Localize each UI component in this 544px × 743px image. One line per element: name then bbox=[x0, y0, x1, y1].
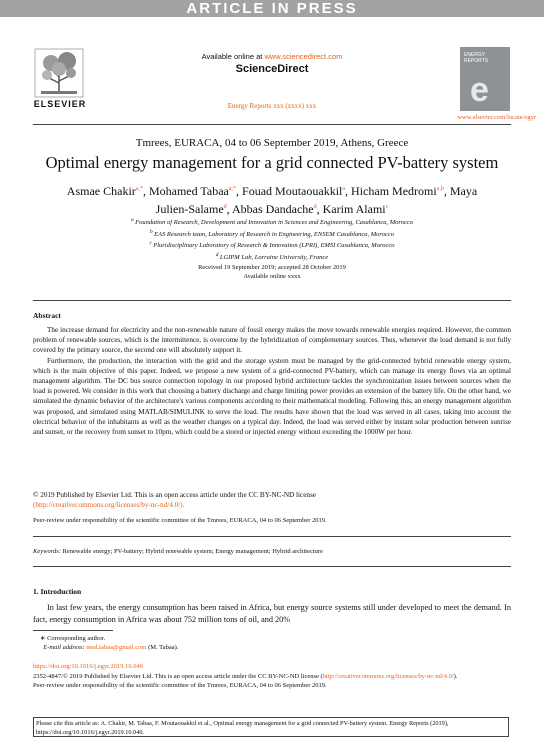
sciencedirect-url-link[interactable]: www.sciencedirect.com bbox=[264, 52, 343, 61]
author-separator: , bbox=[345, 184, 352, 198]
author-name: Fouad Moutaouakkil bbox=[242, 184, 343, 198]
affiliation-list bbox=[0, 216, 544, 263]
article-dates bbox=[0, 263, 544, 281]
author-affiliation-marker[interactable]: d bbox=[313, 204, 317, 210]
available-prefix: Available online at bbox=[201, 52, 263, 61]
issn-text-end: ). bbox=[453, 672, 458, 680]
bottom-peer-review: Peer-review under responsibility of the scientific committee of the Tmrees, EURACA, 04 to 06 September 2019. bbox=[33, 682, 327, 689]
keywords-bottom-divider bbox=[33, 566, 511, 567]
affiliation-marker: c bbox=[149, 240, 154, 247]
article-in-press-banner: ARTICLE IN PRESS bbox=[0, 0, 544, 17]
author-affiliation-marker[interactable]: a,* bbox=[135, 186, 143, 192]
journal-reference[interactable]: Energy Reports xxx (xxxx) xxx bbox=[227, 102, 317, 110]
affiliation-marker: b bbox=[150, 228, 155, 235]
affiliation-marker: a bbox=[131, 217, 136, 223]
affiliation-item bbox=[0, 239, 544, 251]
journal-homepage-link[interactable]: www.elsevier.com/locate/egyr bbox=[457, 114, 536, 121]
author-name: Asmae Chakir bbox=[66, 184, 136, 198]
sciencedirect-wordmark: ScienceDirect bbox=[235, 63, 309, 75]
author-name: Maya Julien-Salame bbox=[155, 184, 478, 216]
abstract-paragraph: Furthermore, the production, the interaction with the grid and the storage system must be managed by the grid-connected hybrid renewable energy system, which is the main objective of this paper. Indeed, we propose a new system of a grid-connected PV-battery, which can manage its energy flows via an optimal management algorithm. The DC bus source connection topology in our proposed hybrid architecture tackles the synchronization issues between sources when the load is powered. We consider in this work that choosing a battery discharge and charge limiting power provides an extension of the battery life. On the other hand, we simulated the dynamic behavior of the architecture's various components according to their mathematical modeling. Following this, an energy management algorithm was proposed, and simulated using MATLAB/SIMULINK to serve the load. The results have shown that the load was served in all cases, taking into account the electrical behavior of the inhabitants as well as the weather changes on a typical day. Indeed, the load was served either by instant solar production between sunrise and sunset, or the recovery from sunset to 10pm, which could be a stored or injected energy without exceeding the 1000W per hour. bbox=[33, 356, 511, 437]
author-affiliation-marker[interactable]: d bbox=[223, 204, 227, 210]
issn-text: 2352-4847/© 2019 Published by Elsevier Ltd. This is an open access article under the CC BY-NC-ND license ( bbox=[33, 672, 323, 680]
introduction-paragraph: In last few years, the energy consumption has been raised in Africa, but energy source systems still under developed to meet the demand. In fact, energy consumption in Africa was about 752 million tons of oil, and 20% bbox=[33, 603, 511, 624]
affiliation-text: Foundation of Research, Development and Innovation in Sciences and Engineering, Casablanca, Morocco bbox=[135, 219, 413, 227]
author-affiliation-marker[interactable]: a,b bbox=[436, 186, 444, 192]
license-url-link[interactable]: (http://creativecommons.org/licenses/by-nc-nd/4.0/). bbox=[33, 501, 185, 510]
author-name: Hicham Medromi bbox=[351, 184, 437, 198]
corresponding-label: Corresponding author. bbox=[47, 635, 106, 642]
doi-link[interactable]: https://doi.org/10.1016/j.egyr.2019.10.040 bbox=[33, 663, 144, 670]
received-accepted-dates: Received 19 September 2019; accepted 28 October 2019 bbox=[198, 264, 346, 271]
abstract-body bbox=[33, 325, 511, 437]
author-name: Karim Alami bbox=[322, 202, 386, 216]
available-online-date: Available online xxxx bbox=[243, 273, 301, 280]
author-separator: , bbox=[226, 202, 232, 216]
affiliation-item bbox=[0, 251, 544, 263]
email-owner: (M. Tabaa). bbox=[148, 644, 179, 651]
elsevier-wordmark: ELSEVIER bbox=[33, 99, 87, 109]
abstract-heading: Abstract bbox=[33, 311, 61, 320]
peer-review-statement: Peer-review under responsibility of the scientific committee of the Tmrees, EURACA, 04 to 06 September 2019. bbox=[33, 517, 327, 524]
keywords-label: Keywords: bbox=[33, 548, 61, 555]
author-email-link[interactable]: med.tabaa@gmail.com bbox=[86, 644, 147, 651]
author-separator: , bbox=[236, 184, 243, 198]
issn-license-url-link[interactable]: http://creativecommons.org/licenses/by-nc-nd/4.0/ bbox=[322, 672, 454, 680]
affiliation-text: EAS Research team, Laboratory of Research in Engineering, ENSEM Casablanca, Morocco bbox=[154, 230, 394, 238]
affiliation-marker: d bbox=[215, 251, 220, 258]
author-name: Abbas Dandache bbox=[232, 202, 314, 216]
email-label: E-mail address: bbox=[43, 644, 85, 651]
conference-line: Tmrees, EURACA, 04 to 06 September 2019, Athens, Greece bbox=[135, 137, 409, 149]
abstract-top-divider bbox=[33, 300, 511, 301]
section-heading-introduction: 1. Introduction bbox=[33, 587, 82, 596]
license-text: © 2019 Published by Elsevier Ltd. This is an open access article under the CC BY-NC-ND license bbox=[33, 491, 316, 499]
author-affiliation-marker[interactable]: a bbox=[342, 186, 346, 192]
affiliation-text: Pluridisciplinary Laboratory of Research & Innovation (LPRI), EMSI Casablanca, Morocco bbox=[153, 242, 395, 250]
author-affiliation-marker[interactable]: c bbox=[385, 204, 389, 210]
footnote-marker: ∗ bbox=[40, 635, 46, 642]
author-name: Mohamed Tabaa bbox=[148, 184, 229, 198]
author-list bbox=[60, 181, 484, 217]
footnote-divider bbox=[33, 630, 113, 631]
license-statement bbox=[33, 490, 511, 510]
author-separator: , bbox=[142, 184, 149, 198]
article-title: Optimal energy management for a grid connected PV-battery system bbox=[45, 153, 499, 172]
author-separator: , bbox=[316, 202, 323, 216]
article-bottom-info bbox=[33, 662, 511, 691]
keywords-text: Renewable energy; PV-battery; Hybrid renewable system; Energy management; Hybrid architecture bbox=[62, 548, 323, 555]
affiliation-text: LGIPM Lab, Lorraine University, France bbox=[219, 254, 329, 262]
journal-cover-thumbnail bbox=[460, 47, 510, 111]
cover-title: ENERGY REPORTS bbox=[464, 52, 489, 64]
abstract-paragraph: The increase demand for electricity and the non-renewable nature of fossil energy makes the move towards renewable energies required. However, the common problem of renewable sources, which is the intermittence, is overcome by the hybridization of complementary sources. Thus, whenever the load demand is not fully covered by the primary source, the second one will absolutely support it. bbox=[33, 326, 511, 355]
keywords-line bbox=[33, 548, 511, 555]
keywords-top-divider bbox=[33, 536, 511, 537]
citation-box: Please cite this article as: A. Chakir, M. Tabaa, F. Moutaouakkil et al., Optimal energy management for a grid connected PV-battery system. Energy Reports (2019), https://doi.org/10.1016/j.egyr.2019.10.040. bbox=[33, 717, 509, 737]
affiliation-item bbox=[0, 216, 544, 228]
issn-license-line bbox=[33, 672, 511, 682]
header-divider bbox=[33, 124, 511, 125]
corresponding-author-footnote bbox=[40, 634, 510, 652]
cover-e-glyph: e bbox=[470, 71, 489, 109]
affiliation-item bbox=[0, 228, 544, 240]
author-separator: , bbox=[443, 184, 450, 198]
author-affiliation-marker[interactable]: a,* bbox=[228, 186, 237, 192]
